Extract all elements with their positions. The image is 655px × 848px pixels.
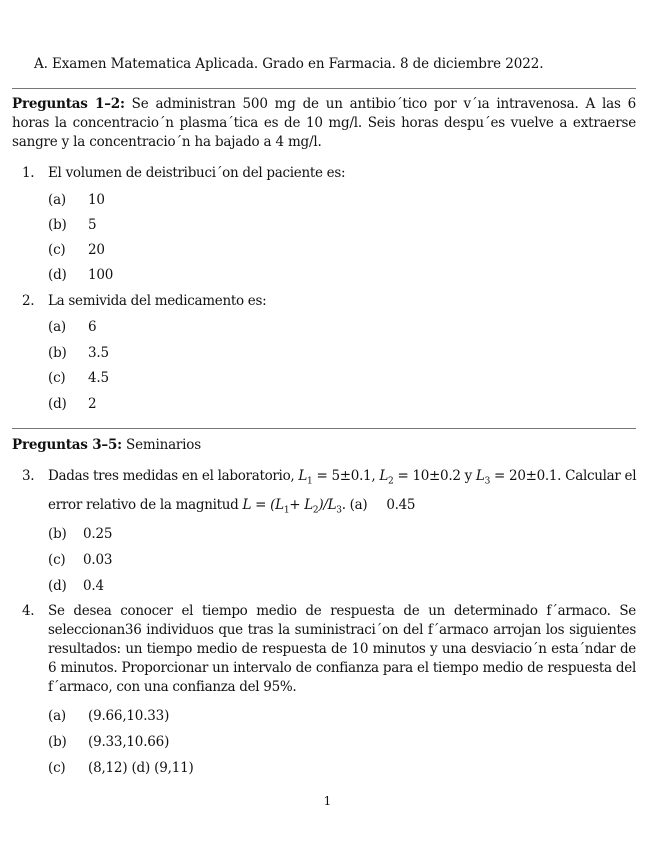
question-3-number: 3. xyxy=(22,468,35,484)
question-3-option-c[interactable]: (c) 0.03 xyxy=(48,552,113,568)
question-2-option-c[interactable]: (c) 4.5 xyxy=(48,370,109,386)
section-2-intro xyxy=(12,436,636,455)
question-4-option-b[interactable]: (b) (9.33,10.66) xyxy=(48,734,170,750)
question-3-line-2: error relativo de la magnitud $L = (L_1+ L_2)/L_3$. (a) 0.45 xyxy=(48,497,416,516)
formula-L: L = (L xyxy=(242,497,284,513)
question-1-option-d[interactable]: (d) 100 xyxy=(48,267,114,283)
question-2-option-a[interactable]: (a) 6 xyxy=(48,319,97,335)
question-1-option-a[interactable]: (a) 10 xyxy=(48,192,105,208)
question-4-text: Se desea conocer el tiempo medio de respuesta de un determinado f´armaco. Se seleccionan36 individuos que tras la suministraci´on del f´armaco arrojan los siguientes resultados: un tiempo medio de respuesta de 10 minutos y una desviacio´n esta´ndar de 6 minutos. Proporcionar un intervalo de confianza para el tiempo medio de respuesta del f´armaco, con una confianza del 95%. xyxy=(48,603,636,695)
question-4-option-c-d[interactable]: (c) (8,12) (d) (9,11) xyxy=(48,760,194,776)
section-1-intro xyxy=(12,95,636,152)
page-number: 1 xyxy=(323,794,332,808)
question-2-option-d[interactable]: (d) 2 xyxy=(48,396,97,412)
section-1-body: Se administran 500 mg de un antibio´tico por v´ıa intravenosa. A las 6 horas la concentracio´n plasma´tica es de 10 mg/l. Seis horas despu´es vuelve a extraerse sangre y la concentracio´n ha bajado a 4 mg/l. xyxy=(12,96,636,150)
section-1-lead: Preguntas 1–2: xyxy=(12,96,125,112)
question-4-option-a[interactable]: (a) (9.66,10.33) xyxy=(48,708,170,724)
exam-title: A. Examen Matematica Aplicada. Grado en Farmacia. 8 de diciembre 2022. xyxy=(34,56,544,72)
question-2-number: 2. xyxy=(22,293,35,309)
section-2-body: Seminarios xyxy=(121,437,201,453)
question-3-option-b[interactable]: (b) 0.25 xyxy=(48,526,113,542)
mid-divider xyxy=(12,428,636,429)
question-4-number: 4. xyxy=(22,603,35,619)
question-2-text: La semivida del medicamento es: xyxy=(48,293,267,309)
question-3-option-a-label: . (a) xyxy=(341,497,368,513)
question-1-option-b[interactable]: (b) 5 xyxy=(48,217,97,233)
question-3-line-1: Dadas tres medidas en el laboratorio, $L_1 = 5\pm 0.1$, $L_2 = 10\pm 0.2$ y $L_3 = 20\pm 0.1$. Calcular el xyxy=(48,468,637,487)
top-divider xyxy=(12,88,636,89)
question-1-text: El volumen de deistribuci´on del paciente es: xyxy=(48,165,346,181)
question-3-option-d[interactable]: (d) 0.4 xyxy=(48,578,104,594)
section-2-lead: Preguntas 3–5: xyxy=(12,437,122,453)
question-2-option-b[interactable]: (b) 3.5 xyxy=(48,345,109,361)
question-1-number: 1. xyxy=(22,165,35,181)
question-3-option-a[interactable]: 0.45 xyxy=(386,497,416,513)
question-1-option-c[interactable]: (c) 20 xyxy=(48,242,105,258)
